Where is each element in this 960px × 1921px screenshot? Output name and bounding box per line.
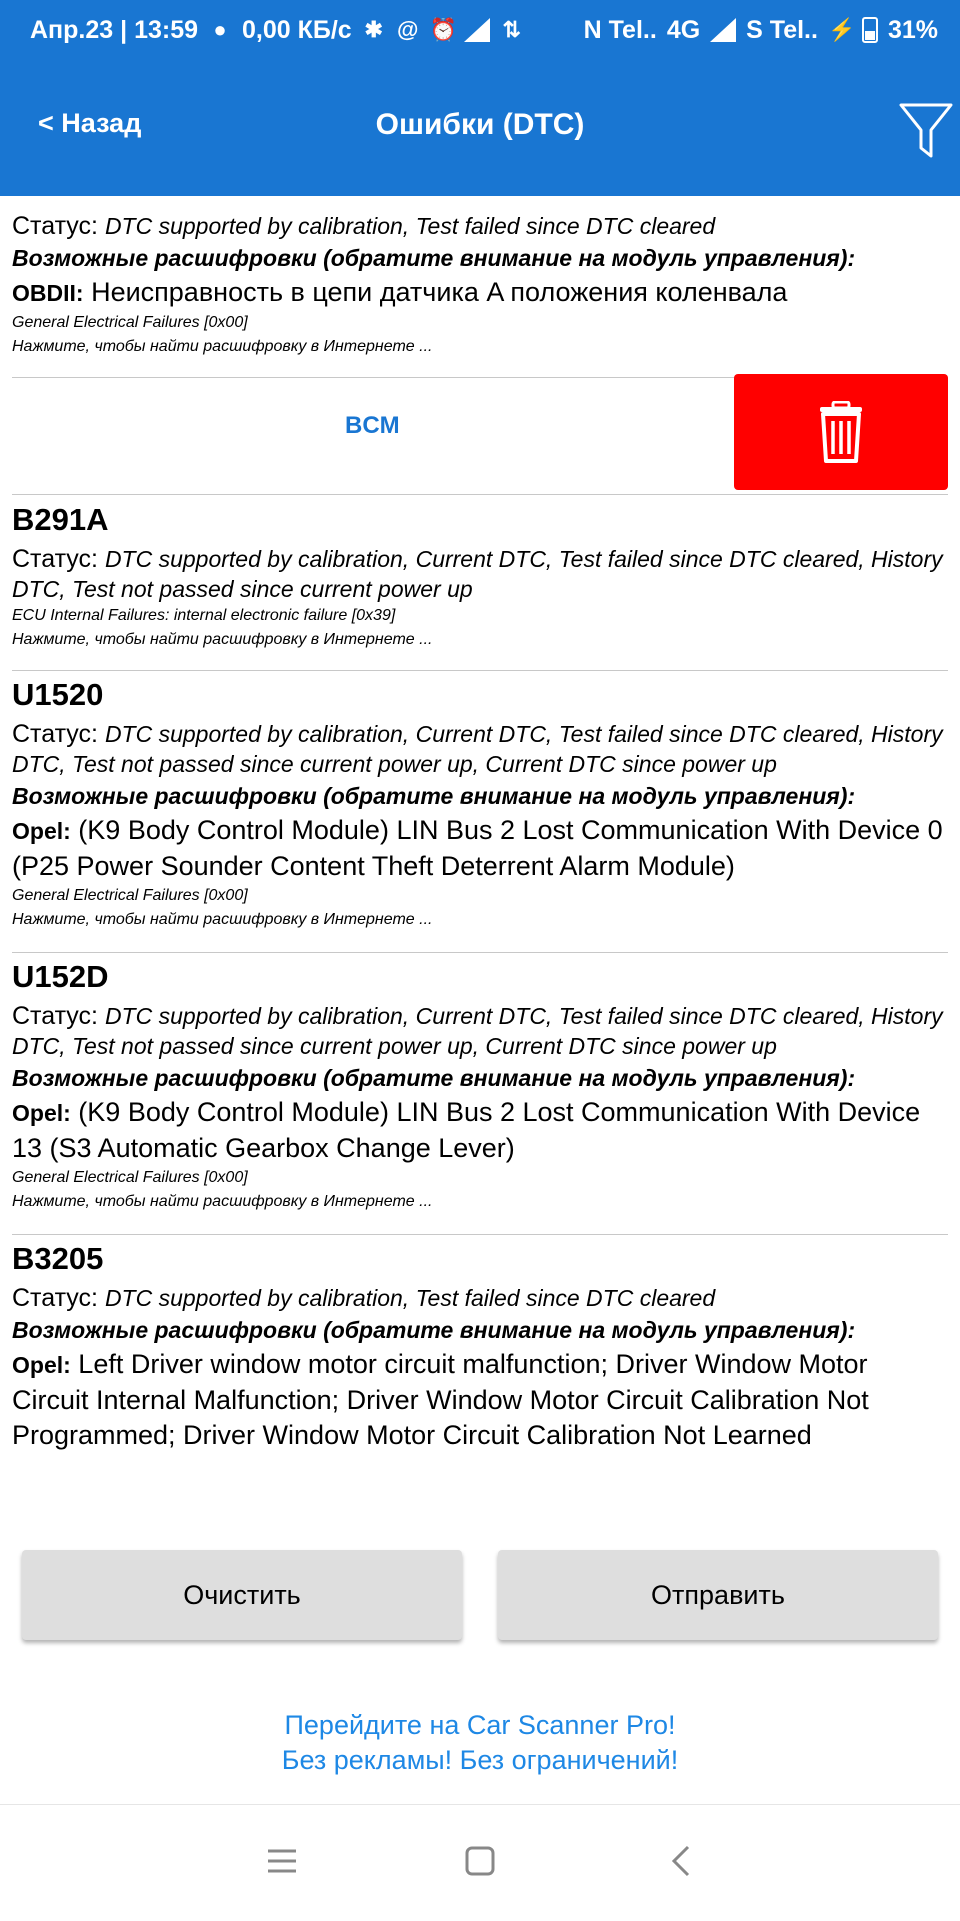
- search-online-link[interactable]: Нажмите, чтобы найти расшифровку в Интернете ...: [12, 631, 433, 648]
- status-label: Статус:: [12, 1284, 98, 1312]
- hint-header: Возможные расшифровки (обратите внимание на модуль управления):: [12, 1065, 856, 1091]
- dtc-status: [12, 211, 948, 241]
- brand-label: Opel:: [12, 1352, 71, 1378]
- brand-label: Opel:: [12, 1100, 71, 1126]
- status-value: DTC supported by calibration, Test failed since DTC cleared: [104, 213, 716, 239]
- back-button[interactable]: < Назад: [38, 108, 142, 138]
- hint-header: Возможные расшифровки (обратите внимание на модуль управления):: [12, 1317, 856, 1343]
- dtc-status: [12, 1283, 948, 1313]
- dtc-status: [12, 719, 948, 779]
- failure-type: ECU Internal Failures: internal electronic failure [0x39]: [12, 607, 396, 624]
- dtc-code: U1520: [12, 677, 104, 712]
- dtc-description: [12, 1095, 948, 1166]
- hint-header: Возможные расшифровки (обратите внимание на модуль управления):: [12, 783, 856, 809]
- dtc-description: [12, 275, 948, 311]
- status-label: Статус:: [12, 1002, 98, 1030]
- module-row[interactable]: [0, 374, 960, 490]
- dtc-description: [12, 1347, 948, 1453]
- search-online-link[interactable]: Нажмите, чтобы найти расшифровку в Интернете ...: [12, 911, 433, 928]
- data-arrows-icon: ⇅: [502, 17, 521, 42]
- divider: [12, 1234, 948, 1235]
- dtc-status: [12, 1001, 948, 1061]
- status-value: DTC supported by calibration, Current DTC, Test failed since DTC cleared, History DTC, Test not passed since current power up, Current DTC since power up: [12, 1003, 943, 1059]
- status-value: DTC supported by calibration, Current DTC, Test failed since DTC cleared, History DTC, Test not passed since current power up, Current DTC since power up: [12, 721, 943, 777]
- search-online-link[interactable]: Нажмите, чтобы найти расшифровку в Интернете ...: [12, 338, 433, 355]
- brand-label: Opel:: [12, 818, 71, 844]
- filter-icon[interactable]: [898, 100, 954, 160]
- status-battery: 31%: [887, 15, 938, 44]
- delete-button[interactable]: [734, 374, 948, 490]
- dtc-entry[interactable]: [12, 211, 948, 359]
- divider: [12, 494, 948, 495]
- failure-type: General Electrical Failures [0x00]: [12, 887, 248, 904]
- status-value: DTC supported by calibration, Test failed since DTC cleared: [104, 1285, 716, 1311]
- more-dots-icon: ●: [213, 17, 227, 42]
- dtc-code: B3205: [12, 1241, 104, 1276]
- dtc-description: [12, 813, 948, 884]
- description-text: (K9 Body Control Module) LIN Bus 2 Lost Communication With Device 0 (P25 Power Sounder Content Theft Deterrent Alarm Module): [12, 815, 943, 881]
- promo-link[interactable]: [0, 1708, 960, 1778]
- dtc-entry[interactable]: [12, 501, 948, 652]
- menu-icon[interactable]: [260, 1839, 304, 1883]
- dtc-entry[interactable]: [12, 1240, 948, 1453]
- clear-button[interactable]: Очистить: [22, 1550, 462, 1640]
- app-toolbar: [0, 60, 960, 196]
- dtc-list[interactable]: [0, 196, 960, 1508]
- promo-line2: Без рекламы! Без ограничений!: [281, 1745, 679, 1775]
- status-carrier1: N Tel..: [583, 15, 657, 44]
- module-label: BCM: [345, 412, 400, 439]
- status-label: Статус:: [12, 212, 98, 240]
- status-speed: 0,00 КБ/с: [242, 15, 352, 44]
- status-label: Статус:: [12, 545, 98, 573]
- battery-icon: [862, 17, 878, 43]
- alarm-icon: ⏰: [429, 17, 458, 42]
- status-value: DTC supported by calibration, Current DTC, Test failed since DTC cleared, History DTC, Test not passed since current power up: [12, 546, 943, 602]
- signal-icon: [710, 18, 736, 42]
- dtc-entry[interactable]: [12, 958, 948, 1214]
- divider: [12, 952, 948, 953]
- bluetooth-icon: ✱: [364, 17, 383, 42]
- search-online-link[interactable]: Нажмите, чтобы найти расшифровку в Интернете ...: [12, 1193, 433, 1210]
- system-nav-bar: [0, 1804, 960, 1921]
- failure-type: General Electrical Failures [0x00]: [12, 314, 248, 331]
- description-text: Неисправность в цепи датчика A положения коленвала: [91, 277, 788, 307]
- description-text: (K9 Body Control Module) LIN Bus 2 Lost Communication With Device 13 (S3 Automatic Gearbox Change Lever): [12, 1097, 921, 1163]
- description-text: Left Driver window motor circuit malfunction; Driver Window Motor Circuit Internal Malfunction; Driver Window Motor Circuit Calibration Not Programmed; Driver Window Motor Circuit Calibration Not Learned: [12, 1349, 869, 1450]
- promo-line1: Перейдите на Car Scanner Pro!: [284, 1710, 676, 1740]
- send-button[interactable]: Отправить: [498, 1550, 938, 1640]
- dtc-code: B291A: [12, 502, 109, 537]
- status-bar: [0, 0, 960, 60]
- brand-label: OBDII:: [12, 280, 84, 306]
- status-label: Статус:: [12, 720, 98, 748]
- dtc-code: U152D: [12, 959, 109, 994]
- status-carrier2: S Tel..: [746, 15, 818, 44]
- status-network: 4G: [666, 15, 701, 44]
- signal-icon: [464, 18, 490, 42]
- back-icon[interactable]: [660, 1839, 704, 1883]
- vpn-icon: @: [396, 17, 419, 42]
- divider: [12, 670, 948, 671]
- home-icon[interactable]: [458, 1839, 502, 1883]
- dtc-status: [12, 544, 948, 604]
- charging-icon: ⚡: [827, 17, 856, 42]
- failure-type: General Electrical Failures [0x00]: [12, 1169, 248, 1186]
- dtc-entry[interactable]: [12, 676, 948, 932]
- status-date-time: Апр.23 | 13:59: [30, 15, 199, 44]
- page-title: Ошибки (DTC): [375, 108, 585, 141]
- trash-icon: [818, 401, 864, 463]
- hint-header: Возможные расшифровки (обратите внимание на модуль управления):: [12, 245, 856, 271]
